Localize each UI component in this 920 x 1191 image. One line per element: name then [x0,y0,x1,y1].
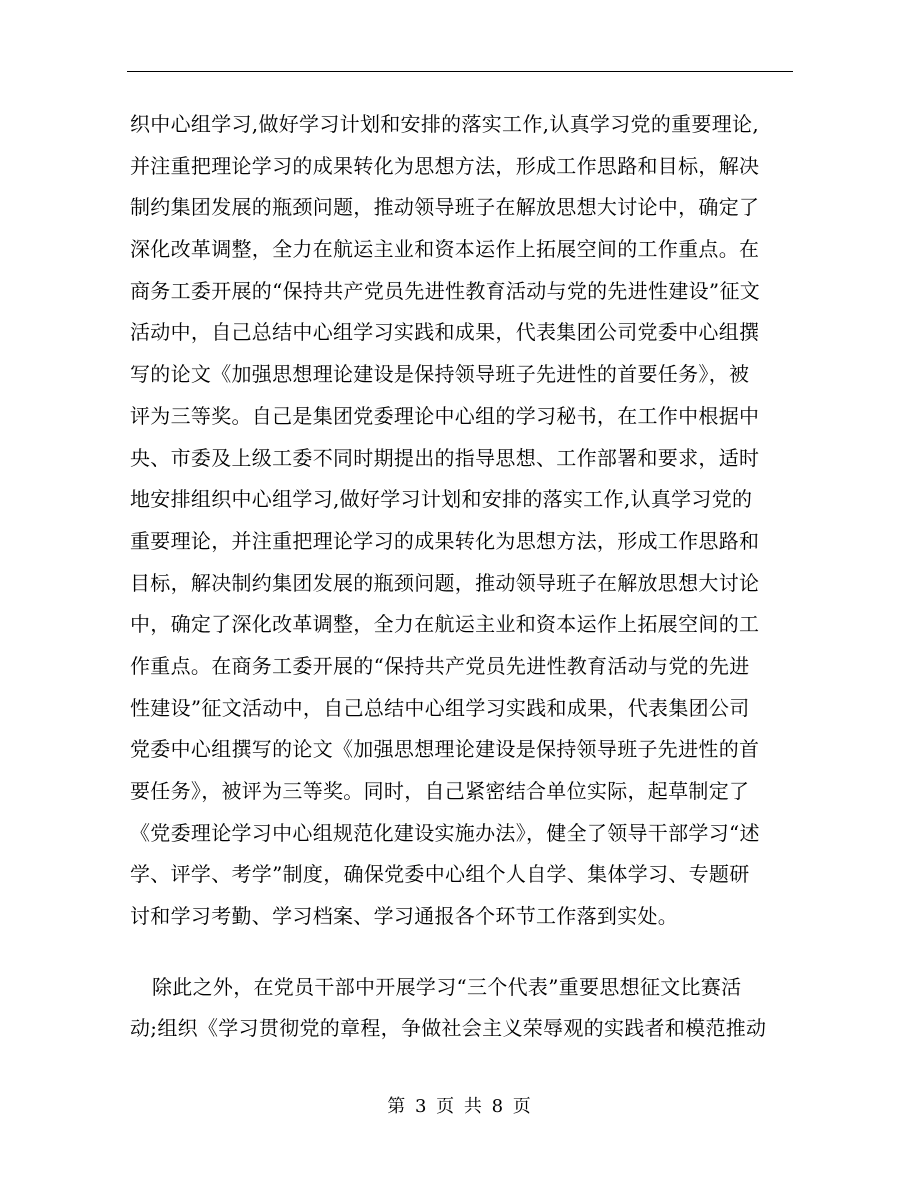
text-line: 地安排组织中心组学习,做好学习计划和安排的落实工作,认真学习党的 [130,487,753,512]
text-line: 要任务》，被评为三等奖。同时，自己紧密结合单位实际，起草制定了 [130,779,750,803]
text-line: 党委中心组撰写的论文《加强思想理论建设是保持领导班子先进性的首 [130,737,760,762]
text-line: 动;组织《学习贯彻党的章程，争做社会主义荣辱观的实践者和模范推动 [130,1016,767,1041]
text-line: 《党委理论学习中心组规范化建设实施办法》，健全了领导干部学习“述 [130,820,760,845]
text-line: 并注重把理论学习的成果转化为思想方法，形成工作思路和目标，解决 [130,153,760,178]
text-line: 除此之外，在党员干部中开展学习“三个代表”重要思想征文比赛活 [152,974,742,999]
text-line: 学、评学、考学”制度，确保党委中心组个人自学、集体学习、专题研 [130,862,750,887]
document-body [130,104,798,1050]
paragraph-1 [130,104,798,938]
text-line: 评为三等奖。自己是集团党委理论中心组的学习秘书，在工作中根据中 [130,403,760,428]
paragraph-2 [130,967,798,1050]
text-line: 中，确定了深化改革调整，全力在航运主业和资本运作上拓展空间的工 [130,612,760,637]
text-line: 织中心组学习,做好学习计划和安排的落实工作,认真学习党的重要理论, [130,112,759,136]
paragraph-spacer [130,938,798,967]
text-line: 央、市委及上级工委不同时期提出的指导思想、工作部署和要求，适时 [130,445,760,470]
text-line: 讨和学习考勤、学习档案、学习通报各个环节工作落到实处。 [130,904,679,929]
page-number-footer: 第 3 页 共 8 页 [387,1096,533,1117]
text-line: 目标，解决制约集团发展的瓶颈问题，推动领导班子在解放思想大讨论 [130,570,760,595]
text-line: 活动中，自己总结中心组学习实践和成果，代表集团公司党委中心组撰 [130,320,760,345]
header-rule [127,71,793,72]
text-line: 商务工委开展的“保持共产党员先进性教育活动与党的先进性建设”征文 [130,278,761,303]
text-line: 制约集团发展的瓶颈问题，推动领导班子在解放思想大讨论中，确定了 [130,195,760,220]
text-line: 性建设”征文活动中，自己总结中心组学习实践和成果，代表集团公司 [130,695,750,720]
text-line: 作重点。在商务工委开展的“保持共产党员先进性教育活动与党的先进 [130,653,750,678]
text-line: 写的论文《加强思想理论建设是保持领导班子先进性的首要任务》，被 [130,362,750,387]
text-line: 重要理论，并注重把理论学习的成果转化为思想方法，形成工作思路和 [130,528,760,553]
text-line: 深化改革调整，全力在航运主业和资本运作上拓展空间的工作重点。在 [130,237,760,262]
